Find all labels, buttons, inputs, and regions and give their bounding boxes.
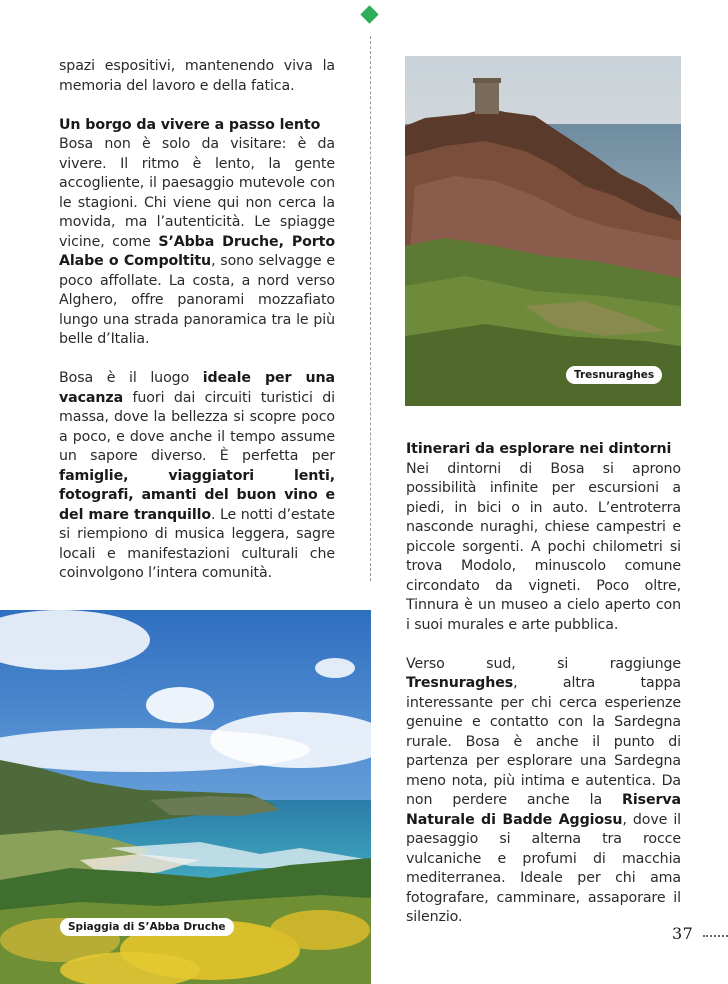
intro-paragraph: spazi espositivi, mantenendo viva la memoria del lavoro e della fatica. [59,58,335,94]
page-dots [703,935,728,937]
section-itineraries [406,440,681,635]
vacation-highlight: ideale per una vacanza [59,370,335,406]
beaches-highlight: S’Abba Druche, Porto Alabe o Compoltitu [59,233,336,269]
right-column [406,440,681,928]
tresnuraghes-highlight: Tresnuraghes [406,675,514,691]
section-paragraph: Nei dintorni di Bosa si aprono possibilità infinite per escursioni a piedi, in bici o in auto. L’entroterra nasconde nuraghi, chiese campestri e piccole sorgenti. A pochi chilometri si trova Modolo, minuscolo comune circondato da vigneti. Poco oltre, Tinnura è un museo a cielo aperto con i suoi murales e arte pubblica. [406,460,681,633]
page-number: 37 [672,924,694,943]
vacation-paragraph: Bosa è il luogo ideale per una vacanza fuori dai circuiti turistici di massa, dove la bellezza si scopre poco a poco, e dove anche il tempo assume un sapore diverso. È perfetta per famiglie, viaggiatori lenti, fotografi, amanti del buon vino e del mare tranquillo. Le notti d’estate si riempiono di musica leggera, sagre locali e manifestazioni culturali che coinvolgono l’intera comunità. [59,370,335,581]
section-heading: Itinerari da esplorare nei dintorni [406,441,672,457]
left-column [59,57,335,584]
column-divider [370,36,371,581]
diamond-ornament [360,5,378,23]
section-heading: Un borgo da vivere a passo lento [59,116,321,133]
south-paragraph: Verso sud, si raggiunge Tresnuraghes, altra tappa interessante per chi cerca esperienze genuine e contatto con la Sardegna rurale. Bosa è anche il punto di partenza per esplorare una Sardegna meno nota, più intima e autentica. Da non perdere anche la Riserva Naturale di Badde Aggiosu, dove il paesaggio si alterna tra rocce vulcaniche e profumi di macchia mediterranea. Ideale per chi ama fotografare, camminare, assaporare il silenzio. [406,655,681,925]
audience-highlight: famiglie, viaggiatori lenti, fotografi, amanti del buon vino e del mare tranquillo [59,467,335,523]
tresnuraghes-photo [405,56,681,406]
reserve-highlight: Riserva Naturale di Badde Aggiosu [406,792,681,828]
photo-caption-tresnuraghes: Tresnuraghes [566,366,662,384]
photo-caption-beach: Spiaggia di S’Abba Druche [60,918,234,936]
section-slow-village [59,116,335,350]
section-paragraph: Bosa non è solo da visitare: è da vivere. Il ritmo è lento, la gente accogliente, il paesaggio mutevole con le stagioni. Chi viene qui non cerca la movida, ma l’autenticità. Le spiagge vicine, come S’Abba Druche, Porto Alabe o Compoltitu, sono selvagge e poco affollate. La costa, a nord verso Alghero, offre panorami mozzafiato lungo una strada panoramica tra le più belle d’Italia. [59,136,336,347]
